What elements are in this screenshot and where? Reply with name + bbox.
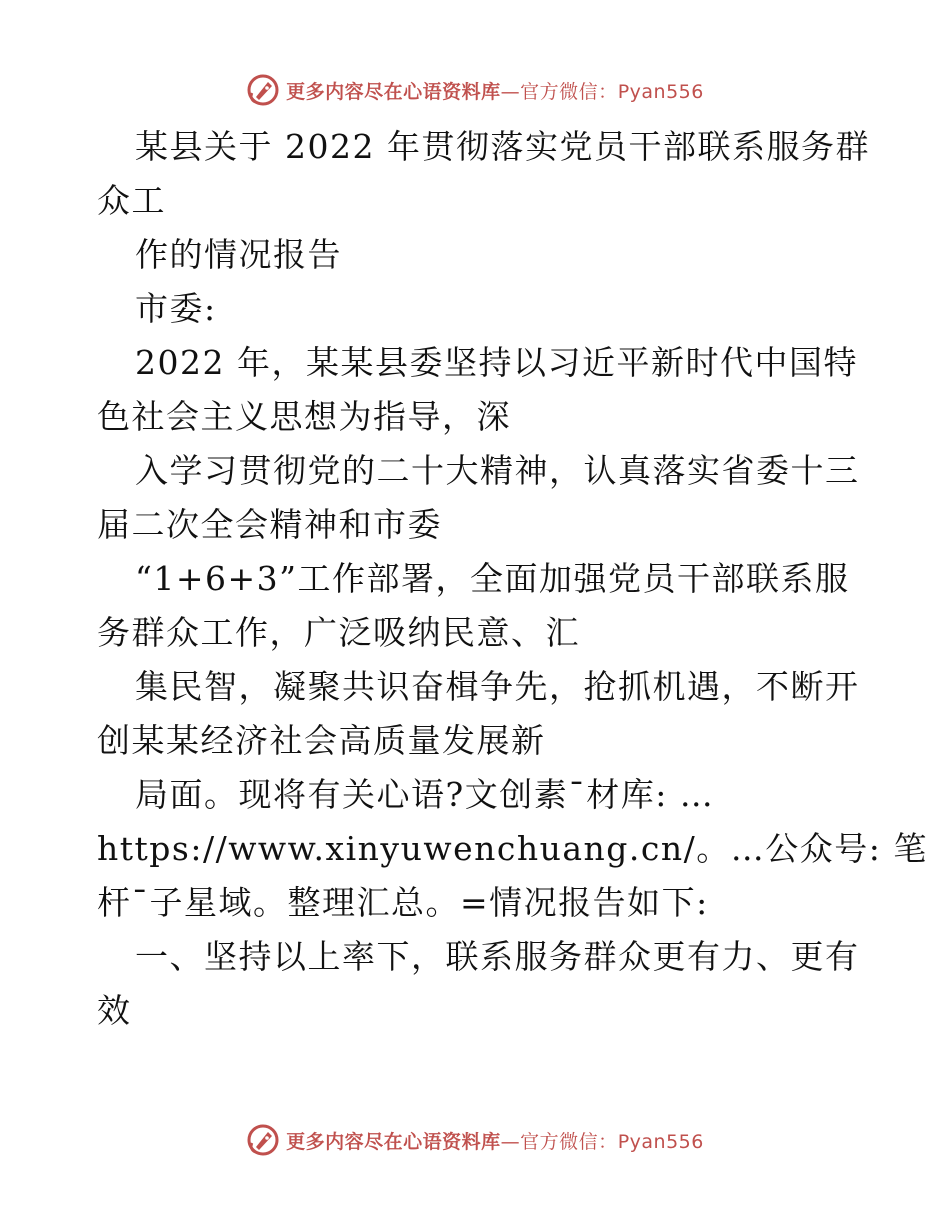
banner-text	[286, 77, 704, 104]
paragraph-line: 创某某经济社会高质量发展新	[97, 721, 546, 760]
banner-main-text: 更多内容尽在心语资料库	[286, 80, 501, 103]
paragraph-line: https://www.xinyuwenchuang.cn/。…公众号: 笔	[97, 829, 928, 868]
banner-suffix-text: 官方微信：	[520, 1130, 618, 1153]
paragraph-line: 届二次全会精神和市委	[97, 505, 442, 544]
banner-text	[286, 1127, 704, 1154]
title-line-2: 众工	[97, 181, 166, 220]
banner-dash: —	[500, 80, 521, 103]
paragraph-line: 2022 年，某某县委坚持以习近平新时代中国特	[135, 343, 858, 382]
paragraph-line: “1+6+3”工作部署，全面加强党员干部联系服	[135, 559, 850, 598]
banner-wechat-id: Pyan556	[617, 1130, 704, 1153]
banner-dash: —	[500, 1130, 521, 1153]
paragraph-line: 色社会主义思想为指导，深	[97, 397, 511, 436]
salutation: 市委:	[135, 289, 217, 328]
paragraph-line: 务群众工作，广泛吸纳民意、汇	[97, 613, 580, 652]
section-heading-continued: 效	[97, 991, 132, 1030]
document-body	[97, 120, 928, 1038]
paragraph-line: 入学习贯彻党的二十大精神，认真落实省委十三	[135, 451, 860, 490]
pen-nib-circle-icon	[246, 73, 280, 107]
banner-suffix-text: 官方微信：	[520, 80, 618, 103]
header-banner	[0, 70, 950, 110]
pen-nib-circle-icon	[246, 1123, 280, 1157]
paragraph-line: 局面。现将有关心语?文创素¯材库: …	[135, 775, 715, 814]
footer-banner	[0, 1120, 950, 1160]
paragraph-line: 杆¯子星域。整理汇总。=情况报告如下:	[97, 883, 709, 922]
title-line-3: 作的情况报告	[135, 235, 342, 274]
section-heading: 一、坚持以上率下，联系服务群众更有力、更有	[135, 937, 860, 976]
title-line-1: 某县关于 2022 年贯彻落实党员干部联系服务群	[135, 127, 870, 166]
banner-main-text: 更多内容尽在心语资料库	[286, 1130, 501, 1153]
paragraph-line: 集民智，凝聚共识奋楫争先，抢抓机遇，不断开	[135, 667, 860, 706]
banner-wechat-id: Pyan556	[617, 80, 704, 103]
